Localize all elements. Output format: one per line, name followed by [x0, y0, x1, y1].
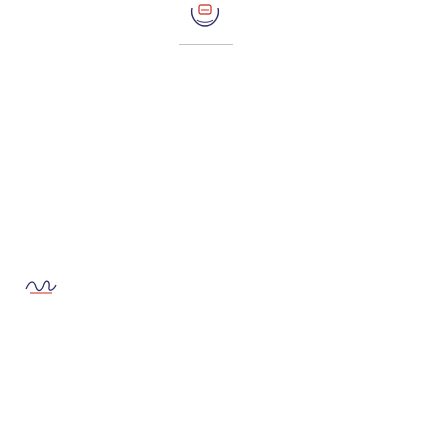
seal-icon — [188, 2, 222, 28]
signature-icon — [24, 276, 58, 296]
seal-logo — [188, 2, 222, 28]
header-divider — [179, 44, 233, 45]
signature-mark — [24, 276, 58, 296]
